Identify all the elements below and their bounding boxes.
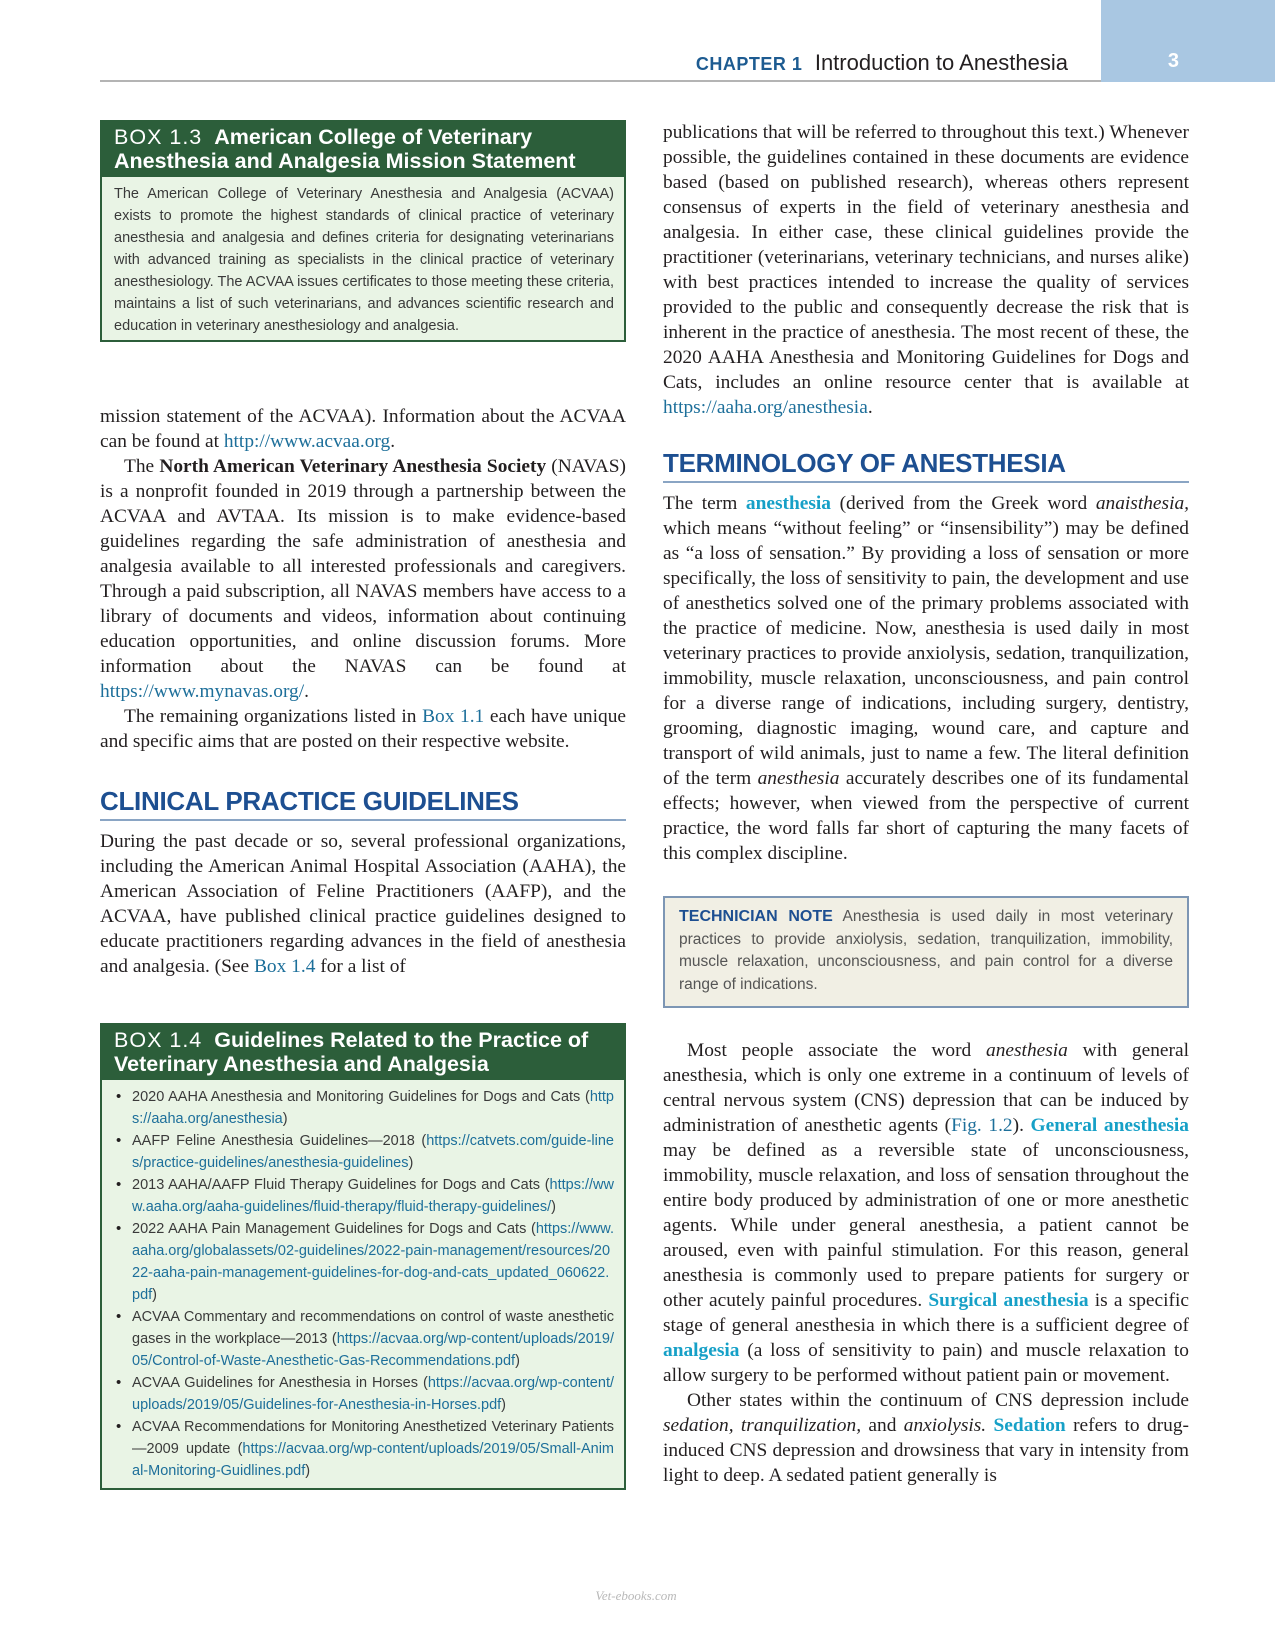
term-sedation: Sedation — [993, 1415, 1066, 1436]
guideline-url[interactable]: https://catvets.com/guide-lines/practice-guidelines/anesthesia-guidelines — [132, 1133, 614, 1171]
left-column — [100, 120, 626, 1490]
guideline-url[interactable]: https://acvaa.org/wp-content/uploads/2019/05/Control-of-Waste-Anesthetic-Gas-Recommendations.pdf — [132, 1331, 614, 1369]
technician-note — [663, 896, 1189, 1008]
term-anesthesia: anesthesia — [745, 493, 831, 514]
chapter-title: Introduction to Anesthesia — [814, 50, 1068, 75]
guideline-item: • 2020 AAHA Anesthesia and Monitoring Guidelines for Dogs and Cats (https://aaha.org/anesthesia) — [132, 1086, 614, 1130]
box-1-4-body — [102, 1080, 624, 1488]
technician-note-label: TECHNICIAN NOTE — [679, 908, 833, 925]
box-1-1-link[interactable]: Box 1.1 — [422, 706, 485, 727]
right-paragraph-1: publications that will be referred to throughout this text.) Whenever possible, the guidelines contained in these documents are evidence based (based on published research), whereas others represent consensus of experts in the field of veterinary anesthesia and analgesia. In either case, these clinical guidelines provide the practitioner (veterinarians, veterinary technicians, and nurses alike) with best practices intended to increase the quality of services provided to the public and consequently decrease the risk that is inherent in the practice of anesthesia. The most recent of these, the 2020 AAHA Anesthesia and Monitoring Guidelines for Dogs and Cats, includes an online resource center that is available at https://aaha.org/anesthesia. — [663, 122, 1189, 418]
section-heading-clinical-guidelines: CLINICAL PRACTICE GUIDELINES — [100, 786, 626, 821]
technician-note-text: Anesthesia is used daily in most veterinary practices to provide anxiolysis, sedation, tranquilization, immobility, muscle relaxation, unconsciousness, and pain control for a diverse range of indications. — [679, 908, 1173, 993]
header-rule — [100, 80, 1101, 82]
box-1-3-text: The American College of Veterinary Anesthesia and Analgesia (ACVAA) exists to promote the highest standards of clinical practice of veterinary anesthesia and analgesia and defines criteria for designating veterinarians with advanced training as specialists in the clinical practice of veterinary anesthesiology. The ACVAA issues certificates to those meeting these criteria, maintains a list of such veterinarians, and advances scientific research and education in veterinary anesthesiology and analgesia. — [114, 186, 614, 334]
navas-name: North American Veterinary Anesthesia Society — [159, 456, 547, 477]
box-1-4-number: BOX 1.4 — [114, 1028, 203, 1052]
left-paragraph-4: During the past decade or so, several professional organizations, including the American Animal Hospital Association (AAHA), the American Association of Feline Practitioners (AAFP), and the ACVAA, have published clinical practice guidelines designed to educate practitioners regarding advances in the field of anesthesia and analgesia. (See Box 1.4 for a list of — [100, 831, 626, 977]
left-paragraph-1: mission statement of the ACVAA). Information about the ACVAA can be found at http://www.acvaa.org. — [100, 406, 626, 452]
page-number: 3 — [1167, 50, 1179, 72]
guideline-item: • ACVAA Recommendations for Monitoring Anesthetized Veterinary Patients—2009 update (https://acvaa.org/wp-content/uploads/2019/05/Small-Animal-Monitoring-Guidlines.pdf) — [132, 1416, 614, 1482]
left-paragraph-2: The North American Veterinary Anesthesia Society (NAVAS) is a nonprofit founded in 2019 through a partnership between the ACVAA and AVTAA. Its mission is to make evidence-based guidelines regarding the safe administration of anesthesia and analgesia available to all interested professionals and caregivers. Through a paid subscription, all NAVAS members have access to a library of documents and videos, information about continuing education opportunities, and online discussion forums. More information about the NAVAS can be found at https://www.mynavas.org/. — [100, 456, 627, 702]
box-1-4-header — [102, 1025, 624, 1080]
right-paragraph-4: Other states within the continuum of CNS depression include sedation, tranquilization, and anxiolysis. Sedation refers to drug-induced CNS depression and drowsiness that vary in intensity from light to deep. A sedated patient generally is — [663, 1390, 1189, 1486]
guideline-url[interactable]: https://www.aaha.org/aaha-guidelines/fluid-therapy/fluid-therapy-guidelines/ — [132, 1177, 614, 1215]
term-surgical-anesthesia: Surgical anesthesia — [928, 1290, 1089, 1311]
guideline-item: • AAFP Feline Anesthesia Guidelines—2018 (https://catvets.com/guide-lines/practice-guidelines/anesthesia-guidelines) — [132, 1130, 614, 1174]
box-1-3-title: American College of Veterinary Anesthesia and Analgesia Mission Statement — [114, 125, 576, 173]
box-1-3 — [100, 120, 626, 342]
aaha-anesthesia-link[interactable]: https://aaha.org/anesthesia — [663, 397, 868, 418]
section-heading-terminology: TERMINOLOGY OF ANESTHESIA — [663, 448, 1189, 483]
watermark: Vet-ebooks.com — [595, 1588, 677, 1603]
box-1-4-title: Guidelines Related to the Practice of Veterinary Anesthesia and Analgesia — [114, 1028, 589, 1076]
guideline-item: • ACVAA Guidelines for Anesthesia in Horses (https://acvaa.org/wp-content/uploads/2019/05/Guidelines-for-Anesthesia-in-Horses.pdf) — [132, 1372, 614, 1416]
guideline-url[interactable]: https://acvaa.org/wp-content/uploads/2019/05/Small-Animal-Monitoring-Guidlines.pdf — [132, 1441, 614, 1479]
guidelines-list — [114, 1086, 614, 1482]
box-1-3-number: BOX 1.3 — [114, 125, 203, 149]
box-1-3-header — [102, 122, 624, 177]
guideline-url[interactable]: https://aaha.org/anesthesia — [132, 1089, 614, 1127]
acvaa-link[interactable]: http://www.acvaa.org — [223, 431, 391, 452]
right-paragraph-3: Most people associate the word anesthesia with general anesthesia, which is only one extreme in a continuum of levels of central nervous system (CNS) depression that can be induced by administration of anesthetic agents (Fig. 1.2). General anesthesia may be defined as a reversible state of unconsciousness, immobility, muscle relaxation, and loss of sensation throughout the entire body produced by administration of one or more anesthetic agents. While under general anesthesia, a patient cannot be aroused, even with painful stimulation. For this reason, general anesthesia is commonly used to prepare patients for surgery or other acutely painful procedures. Surgical anesthesia is a specific stage of general anesthesia in which there is a sufficient degree of analgesia (a loss of sensitivity to pain) and muscle relaxation to allow surgery to be performed without patient pain or movement. — [663, 1040, 1189, 1386]
guideline-item: • 2013 AAHA/AAFP Fluid Therapy Guidelines for Dogs and Cats (https://www.aaha.org/aaha-guidelines/fluid-therapy/fluid-therapy-guidelines/) — [132, 1174, 614, 1218]
guideline-url[interactable]: https://acvaa.org/wp-content/uploads/2019/05/Guidelines-for-Anesthesia-in-Horses.pdf — [132, 1375, 614, 1413]
fig-1-2-link[interactable]: Fig. 1.2 — [951, 1115, 1013, 1136]
chapter-label: CHAPTER 1 — [695, 54, 803, 74]
running-head — [100, 50, 1068, 76]
left-paragraph-3: The remaining organizations listed in Box 1.1 each have unique and specific aims that are posted on their respective website. — [100, 706, 626, 752]
guideline-item: • 2022 AAHA Pain Management Guidelines for Dogs and Cats (https://www.aaha.org/globalassets/02-guidelines/2022-pain-management/resources/2022-aaha-pain-management-guidelines-for-dog-and-cats_updated_060622.pdf) — [132, 1218, 614, 1306]
navas-link[interactable]: https://www.mynavas.org/ — [100, 681, 305, 702]
box-1-4-link[interactable]: Box 1.4 — [253, 956, 316, 977]
right-column — [663, 120, 1189, 1488]
box-1-4 — [100, 1023, 626, 1490]
term-analgesia: analgesia — [663, 1340, 740, 1361]
guideline-item: • ACVAA Commentary and recommendations on control of waste anesthetic gases in the workplace—2013 (https://acvaa.org/wp-content/uploads/2019/05/Control-of-Waste-Anesthetic-Gas-Recommendations.pdf) — [132, 1306, 614, 1372]
term-general-anesthesia: General anesthesia — [1030, 1115, 1189, 1136]
right-paragraph-2: The term anesthesia (derived from the Greek word anaisthesia, which means “without feeling” or “insensibility”) may be defined as “a loss of sensation.” By providing a loss of sensation or more specifically, the loss of sensitivity to pain, the development and use of anesthetics solved one of the primary problems associated with the practice of medicine. Now, anesthesia is used daily in most veterinary practices to provide anxiolysis, sedation, tranquilization, immobility, muscle relaxation, unconsciousness, and pain control for a diverse range of indications, including surgery, dentistry, grooming, diagnostic imaging, wound care, and capture and transport of wild animals, just to name a few. The literal definition of the term anesthesia accurately describes one of its fundamental effects; however, when viewed from the perspective of current practice, the word falls far short of capturing the many facets of this complex discipline. — [663, 493, 1189, 864]
guideline-url[interactable]: https://www.aaha.org/globalassets/02-guidelines/2022-pain-management/resources/2022-aaha-pain-management-guidelines-for-dog-and-cats_updated_060622.pdf — [132, 1221, 614, 1303]
